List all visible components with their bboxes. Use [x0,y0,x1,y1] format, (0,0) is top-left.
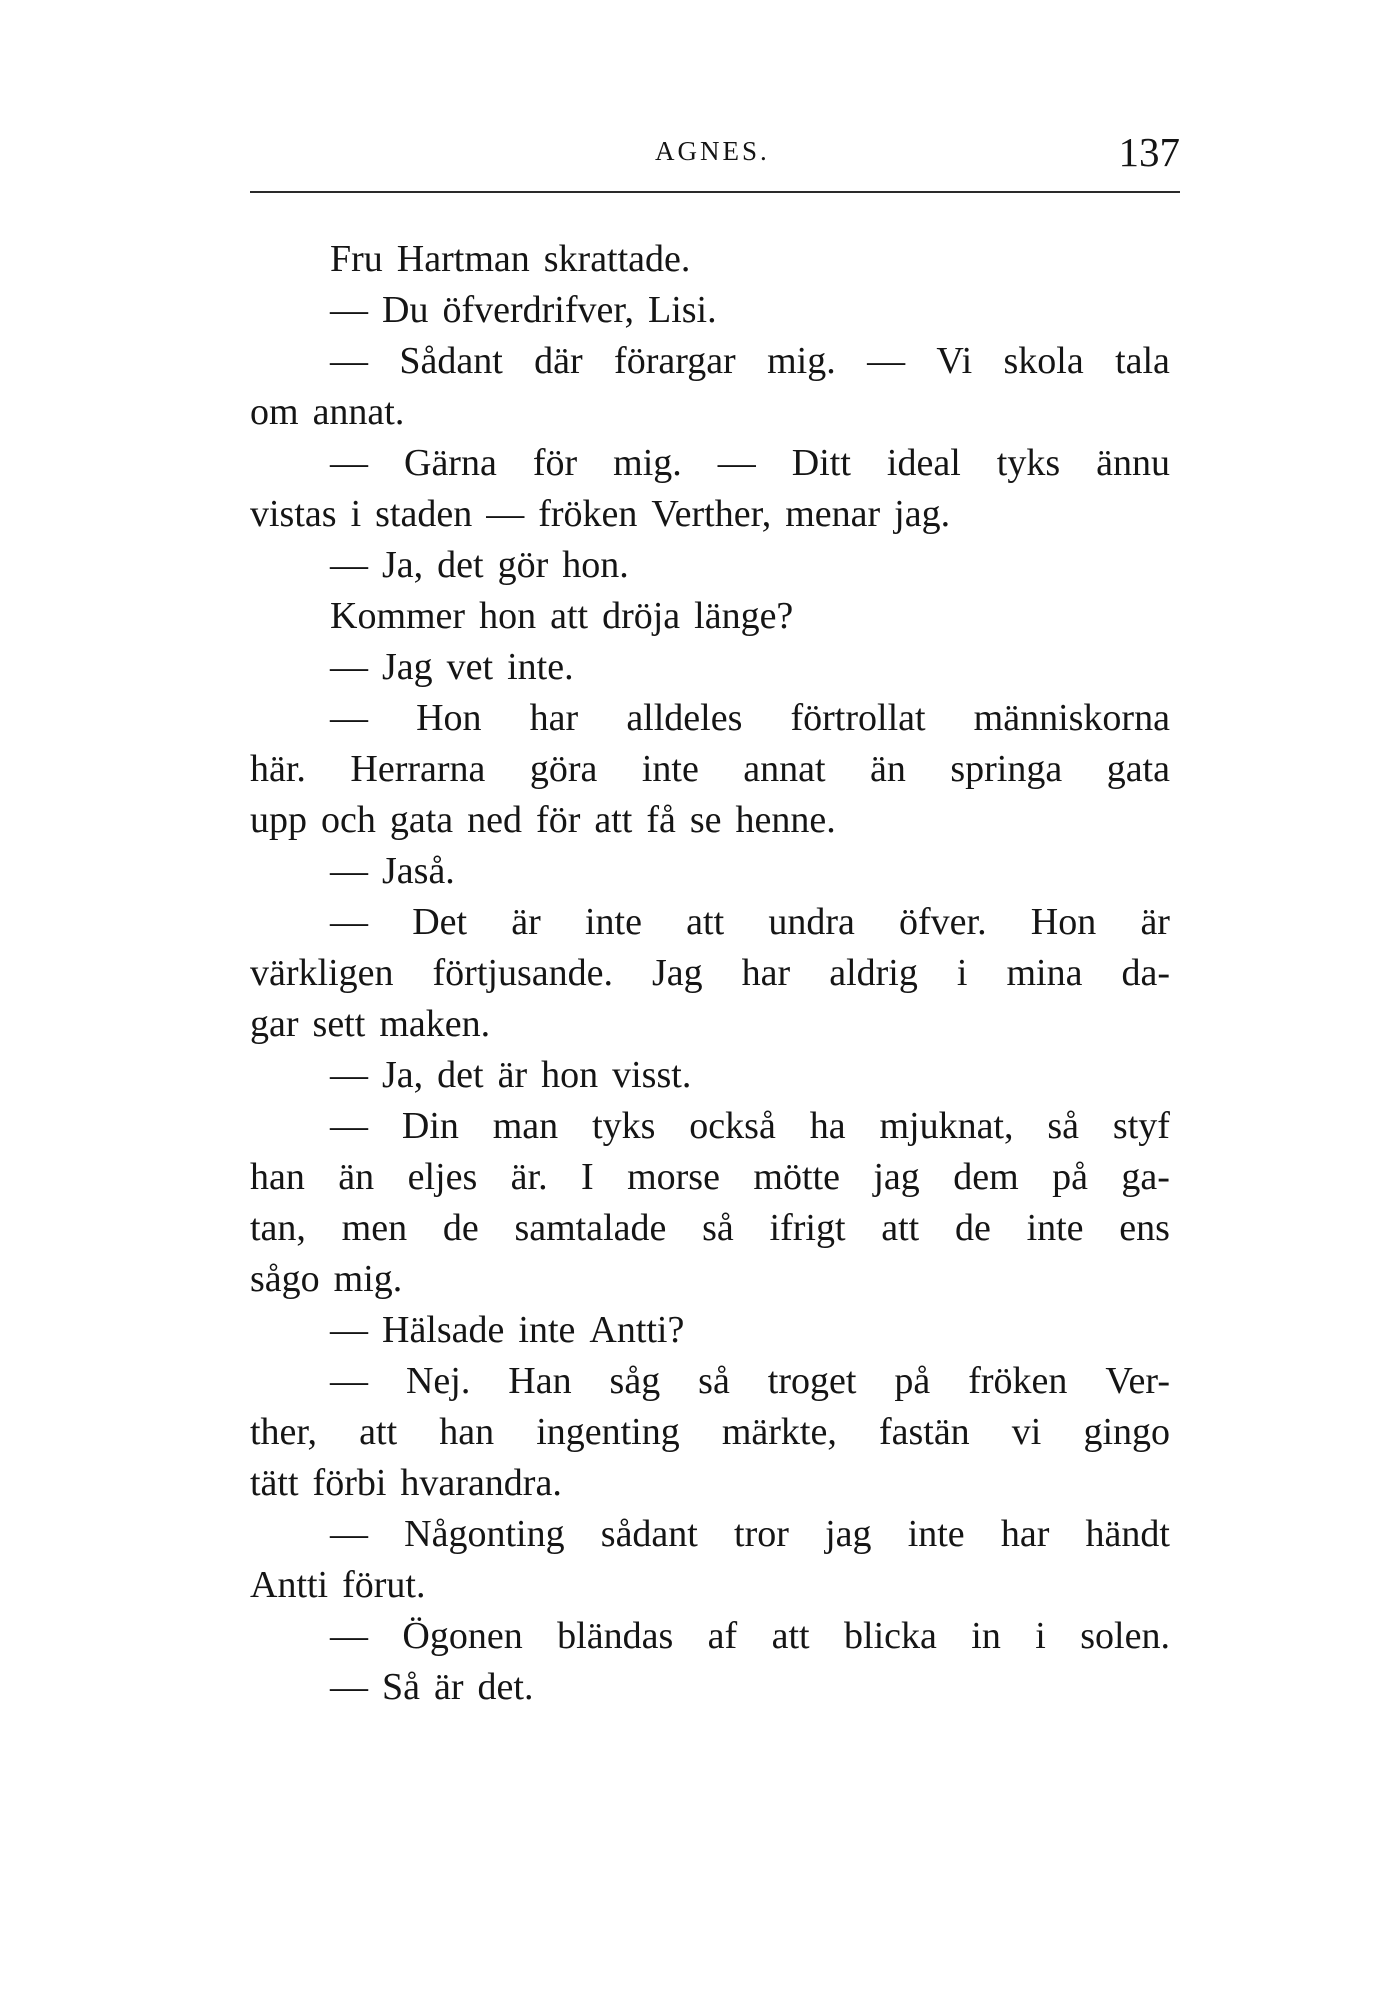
text-line: — Jaså. [330,850,455,892]
text-line: upp och gata ned för att få se henne. [250,799,836,841]
text-line: han än eljes är. I morse mötte jag dem på ga- [250,1156,1170,1198]
text-line: — Gärna för mig. — Ditt ideal tyks ännu [330,442,1170,484]
text-line: — Hon har alldeles förtrollat människorna [330,697,1170,739]
text-line: — Jag vet inte. [330,646,574,688]
text-line: tätt förbi hvarandra. [250,1462,562,1504]
text-line: om annat. [250,391,405,433]
text-line: — Någonting sådant tror jag inte har händt [330,1513,1170,1555]
running-head-title: AGNES. [655,136,770,166]
text-line: vistas i staden — fröken Verther, menar jag. [250,493,951,535]
text-line: sågo mig. [250,1258,403,1300]
text-line: ther, att han ingenting märkte, fastän vi gingo [250,1411,1170,1453]
text-line: Kommer hon att dröja länge? [330,595,794,637]
text-line: — Så är det. [330,1666,534,1708]
text-line: — Ja, det är hon visst. [330,1054,692,1096]
text-line: gar sett maken. [250,1003,491,1045]
text-line: — Du öfverdrifver, Lisi. [330,289,717,331]
text-line: — Det är inte att undra öfver. Hon är [330,901,1170,943]
text-line: — Ja, det gör hon. [330,544,629,586]
running-head [250,128,1180,178]
text-line: Antti förut. [250,1564,426,1606]
page-number: 137 [1118,129,1180,175]
text-line: — Din man tyks också ha mjuknat, så styf [330,1105,1170,1147]
header-rule [250,191,1180,193]
text-line: här. Herrarna göra inte annat än springa gata [250,748,1170,790]
body-text [250,234,1170,1713]
text-line: — Sådant där förargar mig. — Vi skola tala [330,340,1170,382]
text-line: — Nej. Han såg så troget på fröken Ver- [330,1360,1170,1402]
text-line: — Ögonen bländas af att blicka in i solen. [330,1615,1170,1657]
text-line: tan, men de samtalade så ifrigt att de inte ens [250,1207,1170,1249]
text-line: Fru Hartman skrattade. [330,238,691,280]
text-line: värkligen förtjusande. Jag har aldrig i mina da- [250,952,1170,994]
text-line: — Hälsade inte Antti? [330,1309,685,1351]
